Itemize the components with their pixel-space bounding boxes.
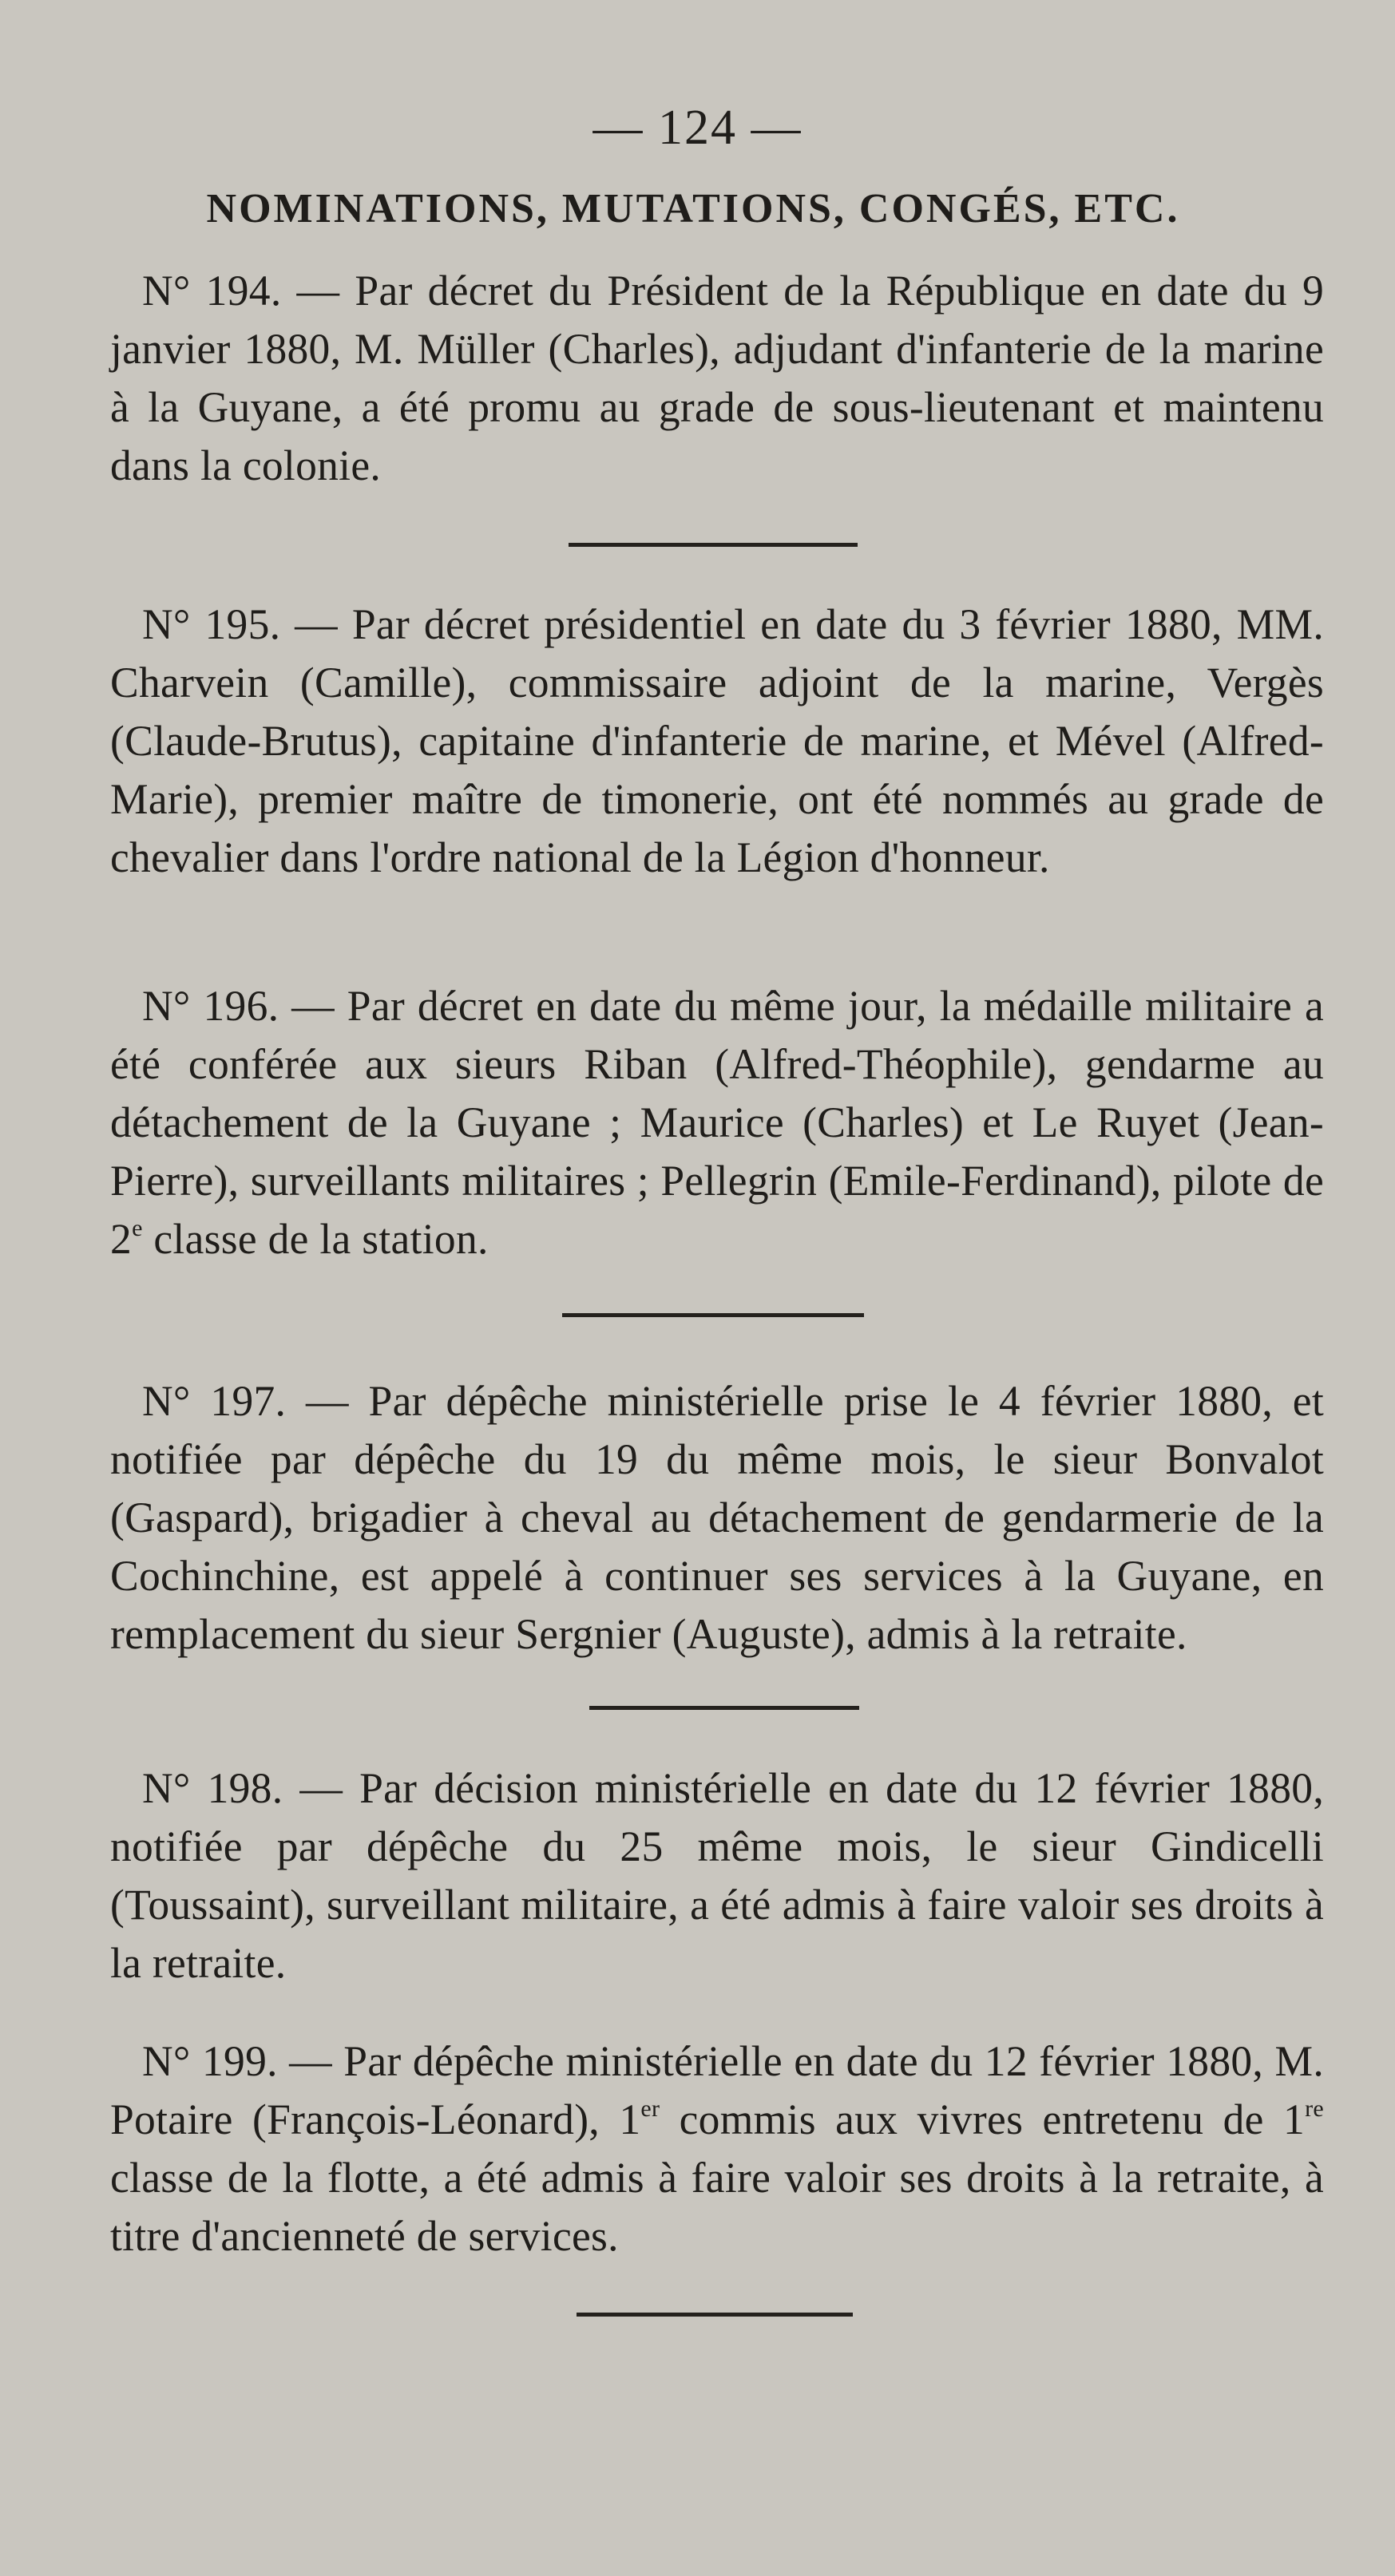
entry-196-superscript: e [132,1215,143,1241]
entry-199-text: N° 199. — Par dépêche ministérielle en date du 12 février 1880, M. Potaire (François-Léonard), 1 [110,2037,1324,2143]
entry-199-text-mid: commis aux vivres entretenu de 1 [660,2095,1306,2143]
entry-197: N° 197. — Par dépêche ministérielle prise le 4 février 1880, et notifiée par dépêche du 19 du même mois, le sieur Bonvalot (Gaspard), brigadier à cheval au détachement de gendarmerie de la Cochinchine, est appelé à continuer ses services à la Guyane, en remplacement du sieur Sergnier (Auguste), admis à la retraite. [110,1377,1324,1658]
entry-199-superscript-re: re [1305,2095,1324,2122]
entry-195: N° 195. — Par décret présidentiel en date du 3 février 1880, MM. Charvein (Camille), commissaire adjoint de la marine, Vergès (Claude-Brutus), capitaine d'infanterie de marine, et Mével (Alfred-Marie), premier maître de timonerie, ont été nommés au grade de chevalier dans l'ordre national de la Légion d'honneur. [110,600,1324,881]
separator-rule [589,1706,859,1710]
separator-rule [562,1313,864,1317]
page-number: — 124 — [592,101,803,155]
section-heading: NOMINATIONS, MUTATIONS, CONGÉS, ETC. [206,186,1180,231]
entry-199-superscript-er: er [640,2095,660,2122]
entry-196-text: N° 196. — Par décret en date du même jour, la médaille militaire a été conférée aux sieurs Riban (Alfred-Théophile), gendarme au détachement de la Guyane ; Maurice (Charles) et Le Ruyet (Jean-Pierre), surveillants militaires ; Pellegrin (Emile-Ferdinand), pilote de 2 [110,982,1324,1263]
entry-198: N° 198. — Par décision ministérielle en date du 12 février 1880, notifiée par dépêche du 25 même mois, le sieur Gindicelli (Toussaint), surveillant militaire, a été admis à faire valoir ses droits à la retraite. [110,1764,1324,1987]
entry-194: N° 194. — Par décret du Président de la République en date du 9 janvier 1880, M. Müller (Charles), adjudant d'infanterie de la marine à la Guyane, a été promu au grade de sous-lieutenant et maintenu dans la colonie. [110,267,1324,489]
separator-rule [569,543,858,547]
separator-rule [577,2313,853,2317]
entry-196 [110,977,1324,1268]
entry-199 [110,2032,1324,2265]
entry-196-text-end: classe de la station. [142,1215,489,1263]
entry-199-text-end: classe de la flotte, a été admis à faire valoir ses droits à la retraite, à titre d'ancienneté de services. [110,2154,1324,2260]
